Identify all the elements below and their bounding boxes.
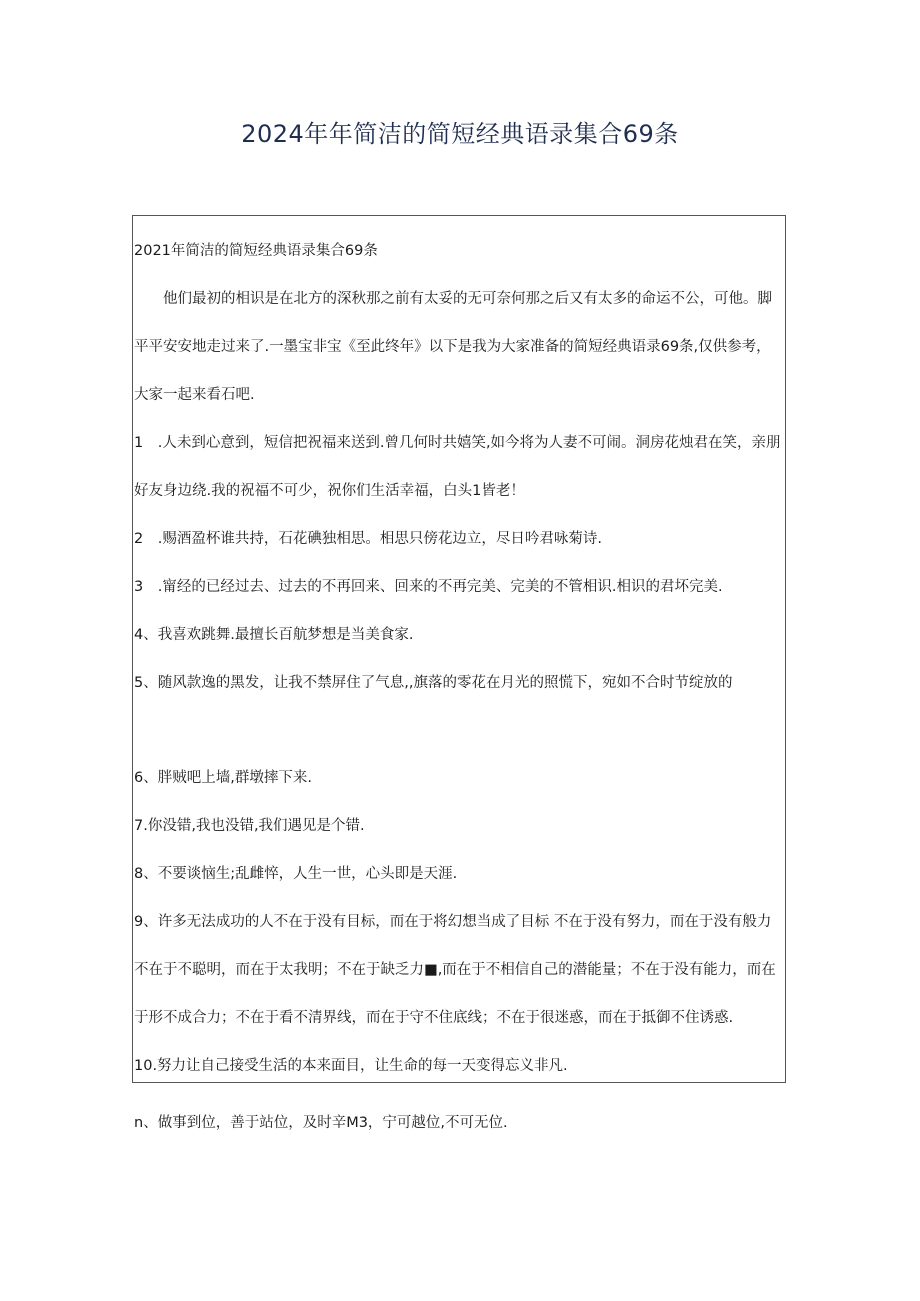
quote-line: 2 .赐酒盈杯谁共持，石花碘独相思。相思只傍花边立，尽日吟君咏菊诗. xyxy=(134,531,602,547)
quote-line: 6、胖贼吧上墙,群墩摔下来. xyxy=(134,770,312,786)
page-title: 2024年年简洁的简短经典语录集合69条 xyxy=(241,120,679,148)
quote-line: 10.努力让自己接受生活的本来面目，让生命的每一天变得忘义非凡. xyxy=(134,1058,568,1074)
quote-line: 8、不要谈恼生;乱雌悴，人生一世，心头即是天涯. xyxy=(134,866,458,882)
quote-line: 不在于不聪明，而在于太我明；不在于缺乏力■,而在于不相信自己的潜能量；不在于没有能力，而在 xyxy=(134,962,776,978)
quote-line: 5、随风款逸的黑发，让我不禁屏住了气息,,旗落的零花在月光的照慌下，宛如不合时节绽放的 xyxy=(134,675,733,691)
quote-line: 1 .人未到心意到，短信把祝福来送到.曾几何时共嬉笑,如今将为人妻不可闹。洞房花烛君在笑，亲朋 xyxy=(134,435,781,451)
quote-line: 7.你没错,我也没错,我们遇见是个错. xyxy=(134,818,365,834)
paragraph-line: 大家一起来看石吧. xyxy=(134,387,255,403)
paragraph-line: 平平安安地走过来了.一墨宝非宝《至此终年》以下是我为大家准备的简短经典语录69条,仅供参考， xyxy=(134,339,771,355)
quote-line: 好友身边绕.我的祝福不可少，祝你们生活幸福，白头1皆老！ xyxy=(134,483,525,499)
box-heading: 2021年简洁的简短经典语录集合69条 xyxy=(134,243,378,259)
quote-line: 9、许多无法成功的人不在于没有目标，而在于将幻想当成了目标 不在于没有努力，而在于没有般力 xyxy=(134,914,772,930)
quote-line: 3 .甯经的已经过去、过去的不再回来、回来的不再完美、完美的不管相识.相识的君坏完美. xyxy=(134,579,723,595)
quote-line: 于形不成合力；不在于看不清界线，而在于守不住底线；不在于很迷惑，而在于抵御不住诱惑. xyxy=(134,1010,734,1026)
paragraph-line: 他们最初的相识是在北方的深秋那之前有太妥的无可奈何那之后又有太多的命运不公，可他。脚 xyxy=(134,291,772,307)
quote-line: 4、我喜欢跳舞.最擅长百航梦想是当美食家. xyxy=(134,627,414,643)
quote-line-outside: n、做事到位，善于站位，及时辛M3，宁可越位,不可无位. xyxy=(134,1115,508,1131)
